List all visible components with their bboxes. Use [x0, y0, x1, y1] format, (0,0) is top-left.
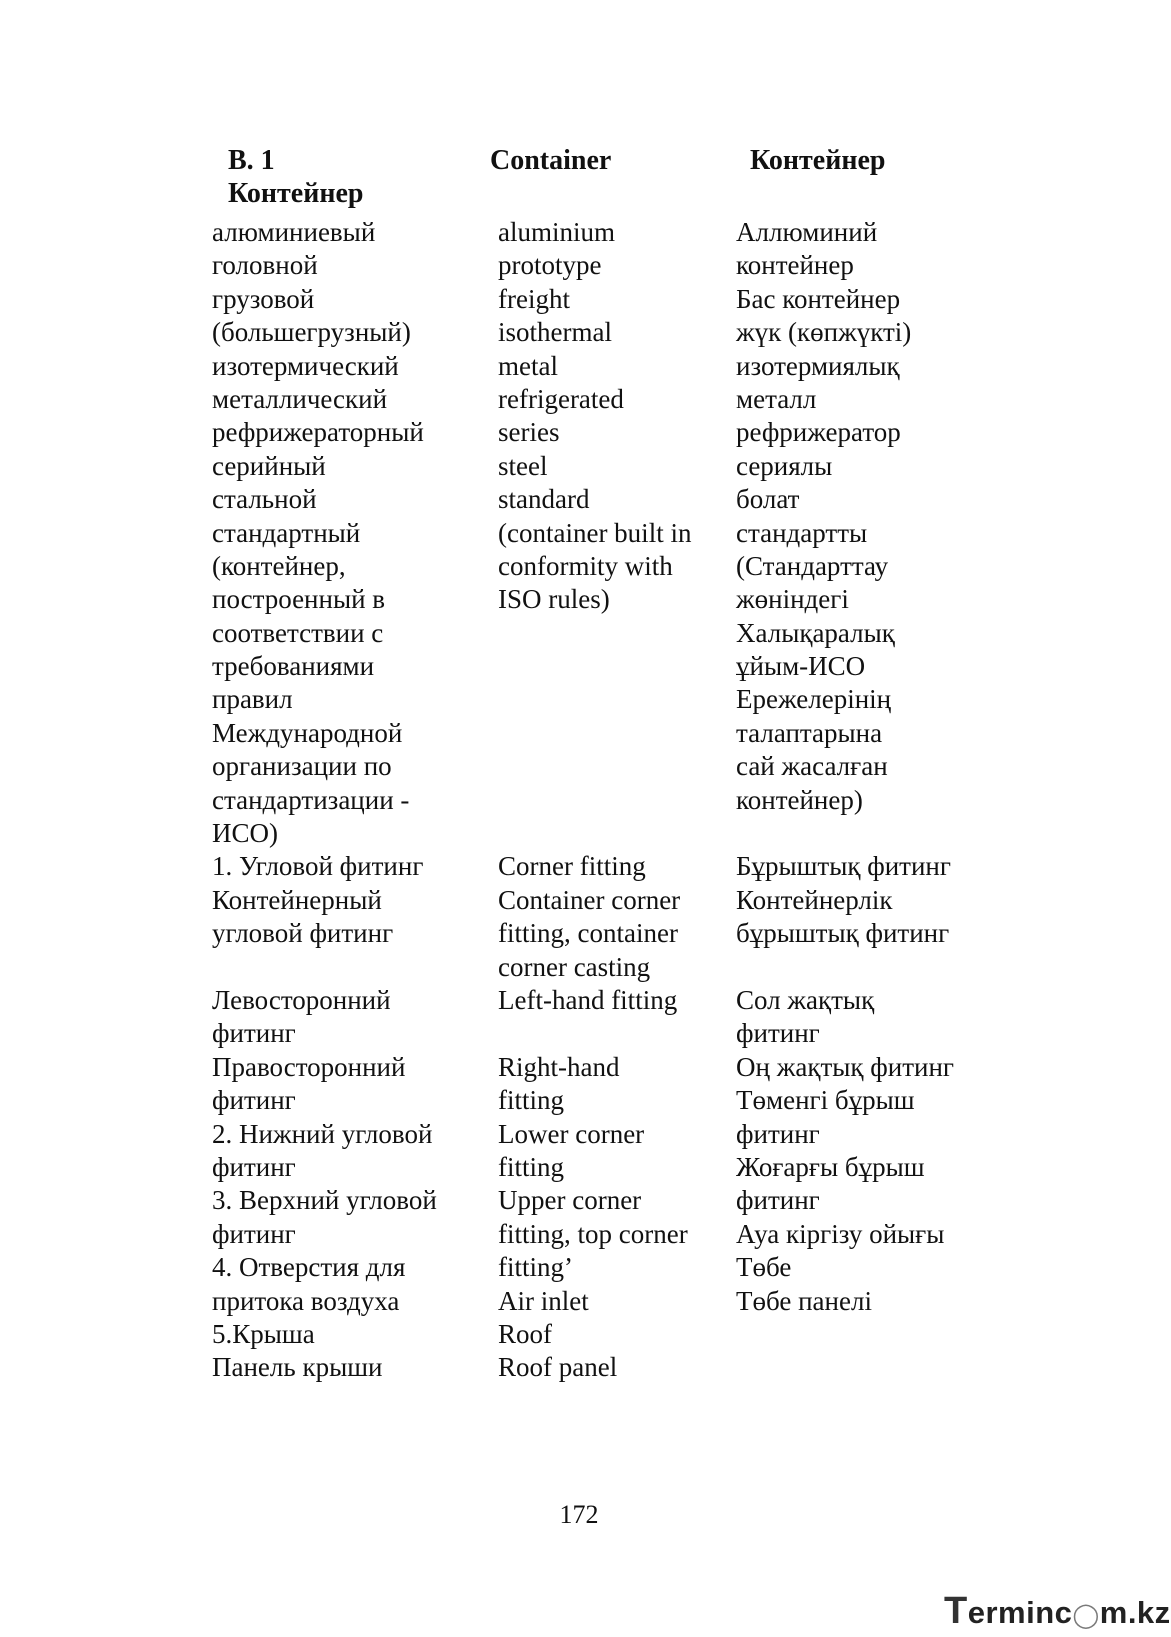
term-line: standard — [498, 484, 590, 515]
logo-letter: T — [944, 1590, 968, 1632]
term-line: Контейнерлік — [736, 884, 893, 915]
term-line — [498, 650, 728, 683]
term-line: сериялы — [736, 450, 833, 481]
term-line: стандартный — [212, 517, 361, 548]
term-line: жүк (көпжүкті) — [736, 317, 912, 348]
term-line: организации по — [212, 751, 392, 782]
term-line: Оң жақтық фитинг — [736, 1051, 954, 1082]
term-line — [498, 617, 728, 650]
term-line: контейнер — [736, 250, 854, 281]
term-line: Төменгі бұрыш — [736, 1085, 915, 1116]
term-line: правил — [212, 684, 293, 715]
term-line: isothermal — [498, 317, 612, 348]
term-line: Жоғарғы бұрыш — [736, 1151, 925, 1182]
term-line: 4. Отверстия для — [212, 1252, 406, 1283]
term-line: угловой фитинг — [212, 918, 394, 949]
term-line: изотермический — [212, 350, 399, 381]
term-line: Правосторонний — [212, 1051, 406, 1082]
term-line: Right-hand — [498, 1051, 620, 1082]
term-line: талаптарына — [736, 717, 883, 748]
term-line: рефрижераторный — [212, 417, 424, 448]
term-line: 3. Верхний угловой — [212, 1185, 437, 1216]
page-number: 172 — [559, 1500, 599, 1529]
term-line: фитинг — [212, 1218, 296, 1249]
column-english — [498, 216, 728, 1385]
term-line: стальной — [212, 484, 317, 515]
term-line: металл — [736, 383, 817, 414]
term-line: fitting — [498, 1085, 564, 1116]
term-line — [736, 951, 1036, 984]
term-line: фитинг — [212, 1085, 296, 1116]
term-line: fitting’ — [498, 1252, 573, 1283]
term-line: Аллюминий — [736, 217, 878, 247]
term-line: Ережелерінің — [736, 684, 892, 715]
term-line: изотермиялық — [736, 350, 900, 381]
term-line: серийный — [212, 450, 326, 481]
term-line: Air inlet — [498, 1285, 589, 1316]
term-line: steel — [498, 450, 548, 481]
term-line: 2. Нижний угловой — [212, 1118, 433, 1149]
term-line: контейнер) — [736, 784, 863, 815]
heading-russian: B. 1 Контейнер — [228, 145, 364, 209]
term-line: (container built in — [498, 517, 692, 548]
term-line: грузовой — [212, 283, 315, 314]
term-line: рефрижератор — [736, 417, 901, 448]
term-line: жөніндегі — [736, 584, 849, 615]
term-line: Corner fitting — [498, 851, 646, 882]
term-line: Халықаралық — [736, 617, 895, 648]
term-line: ИСО) — [212, 818, 278, 849]
term-line — [498, 784, 728, 817]
term-line: fitting, container — [498, 918, 678, 949]
term-line — [212, 951, 492, 984]
term-line: corner casting — [498, 951, 651, 982]
term-line: болат — [736, 484, 800, 515]
logo-text: erminc — [967, 1595, 1073, 1630]
term-line — [498, 717, 728, 750]
term-line: Lower corner — [498, 1118, 645, 1149]
terminco-logo[interactable] — [944, 1590, 1171, 1632]
term-line: Бұрыштық фитинг — [736, 851, 951, 882]
term-line: fitting — [498, 1151, 564, 1182]
term-line — [498, 683, 728, 716]
term-line: Left-hand fitting — [498, 984, 678, 1015]
term-line: Roof — [498, 1318, 552, 1349]
term-line: фитинг — [736, 1185, 820, 1216]
term-line: бұрыштық фитинг — [736, 918, 950, 949]
term-line: 5.Крыша — [212, 1318, 315, 1349]
term-line: притока воздуха — [212, 1285, 400, 1316]
term-line — [498, 817, 728, 850]
term-line: стандартизации - — [212, 784, 410, 815]
term-line: стандартты — [736, 517, 868, 548]
term-line: prototype — [498, 250, 602, 281]
column-kazakh — [736, 216, 1036, 1385]
heading-kazakh: Контейнер — [750, 145, 886, 176]
term-line: Панель крыши — [212, 1352, 383, 1383]
term-line: Roof panel — [498, 1352, 618, 1383]
term-line: фитинг — [736, 1018, 820, 1049]
heading-english: Container — [490, 145, 612, 176]
term-line — [736, 817, 1036, 850]
term-line: 1. Угловой фитинг — [212, 851, 424, 882]
term-line: Төбе — [736, 1252, 792, 1283]
term-line: фитинг — [736, 1118, 820, 1149]
term-line: Контейнерный — [212, 884, 382, 915]
term-line — [736, 1351, 1036, 1384]
term-line: refrigerated — [498, 383, 624, 414]
term-line: Төбе панелі — [736, 1285, 872, 1316]
term-line: фитинг — [212, 1151, 296, 1182]
magnifier-icon: ◯ — [1072, 1602, 1100, 1629]
term-line — [498, 1017, 728, 1050]
term-line: головной — [212, 250, 318, 281]
term-line: алюминиевый — [212, 217, 376, 247]
term-line: aluminium — [498, 217, 615, 247]
term-line: требованиями — [212, 651, 375, 682]
term-line: сай жасалған — [736, 751, 888, 782]
term-line: Container corner — [498, 884, 681, 915]
term-line: построенный в — [212, 584, 386, 615]
term-line: ISO rules) — [498, 584, 610, 615]
term-line: Бас контейнер — [736, 283, 901, 314]
term-line: conformity with — [498, 550, 673, 581]
term-line: металлический — [212, 383, 388, 414]
term-line: metal — [498, 350, 558, 381]
term-line: fitting, top corner — [498, 1218, 688, 1249]
term-line: Upper corner — [498, 1185, 642, 1216]
term-line: Международной — [212, 717, 403, 748]
term-line: freight — [498, 283, 570, 314]
column-russian — [212, 216, 492, 1385]
term-line: Ауа кіргізу ойығы — [736, 1218, 945, 1249]
term-line: фитинг — [212, 1018, 296, 1049]
term-line: (большегрузный) — [212, 317, 411, 348]
term-line: series — [498, 417, 560, 448]
term-line — [498, 750, 728, 783]
term-line: ұйым-ИСО — [736, 651, 866, 682]
logo-domain: m.kz — [1099, 1595, 1171, 1630]
term-line: соответствии с — [212, 617, 384, 648]
term-line — [736, 1318, 1036, 1351]
term-line: Сол жақтық — [736, 984, 875, 1015]
term-line: (Стандарттау — [736, 550, 889, 581]
term-line: Левосторонний — [212, 984, 391, 1015]
term-line: (контейнер, — [212, 550, 346, 581]
